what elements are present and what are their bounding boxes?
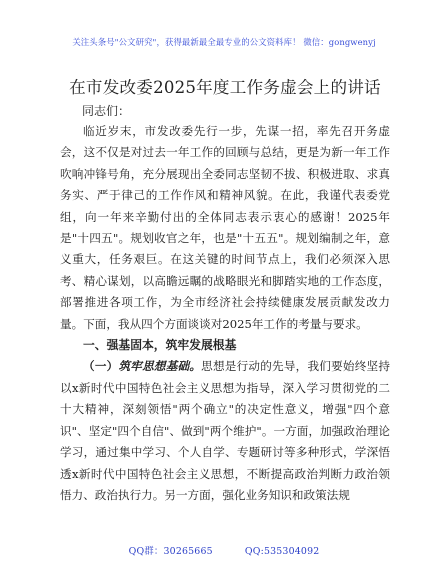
section-heading: 一、强基固本，筑牢发展根基	[83, 338, 237, 353]
top-banner: 关注头条号"公文研究"，获得最新最全最专业的公文资料库！ 微信：gongwenyj	[72, 37, 376, 47]
intro-paragraph: 临近岁末，市发改委先行一步，先谋一招，率先召开务虚会，这不仅是对过去一年工作的回顾与总结，更是为新一年工作吹响冲锋号角，充分展现出全委同志坚韧不拔、积极进取、求真务实、严于律己的工作作风和精神风貌。在此，我谨代表委党组，向一年来辛勤付出的全体同志表示衷心的感谢！2025年是"十四五"。规划收官之年，也是"十五五"。规划编制之年，意义重大，任务艰巨。在这关键的时间节点上，我们必须深入思考、精心谋划，以高瞻远瞩的战略眼光和脚踏实地的工作态度，部署推进各项工作，为全市经济社会持续健康发展贡献发改力量。下面，我从四个方面谈谈对2025年工作的考量与要求。	[60, 124, 390, 331]
item-paragraph	[60, 356, 390, 506]
document-body	[60, 74, 390, 506]
footer-qq-group: QQ群：30265665	[128, 546, 213, 557]
item-number: （一）	[83, 359, 119, 374]
page-title: 在市发改委2025年度工作务虚会上的讲话	[69, 78, 381, 97]
salutation: 同志们：	[82, 104, 131, 118]
item-body: 思想是行动的先导，我们要始终坚持以x新时代中国特色社会主义思想为指导，深入学习贯彻党的二十大精神，深刻领悟"两个确立"的决定性意义，增强"四个意识"、坚定"四个自信"、做到"两个维护"。一方面，加强政治理论学习，通过集中学习、个人自学、专题研讨等多种形式，学深悟透x新时代中国特色社会主义思想，不断提高政治判断力政治领悟力、政治执行力。另一方面，强化业务知识和政策法规	[60, 359, 390, 502]
footer-qq: QQ:535304092	[244, 546, 320, 557]
item-lead: 筑牢思想基础。	[118, 359, 202, 374]
footer-contact	[0, 543, 448, 557]
